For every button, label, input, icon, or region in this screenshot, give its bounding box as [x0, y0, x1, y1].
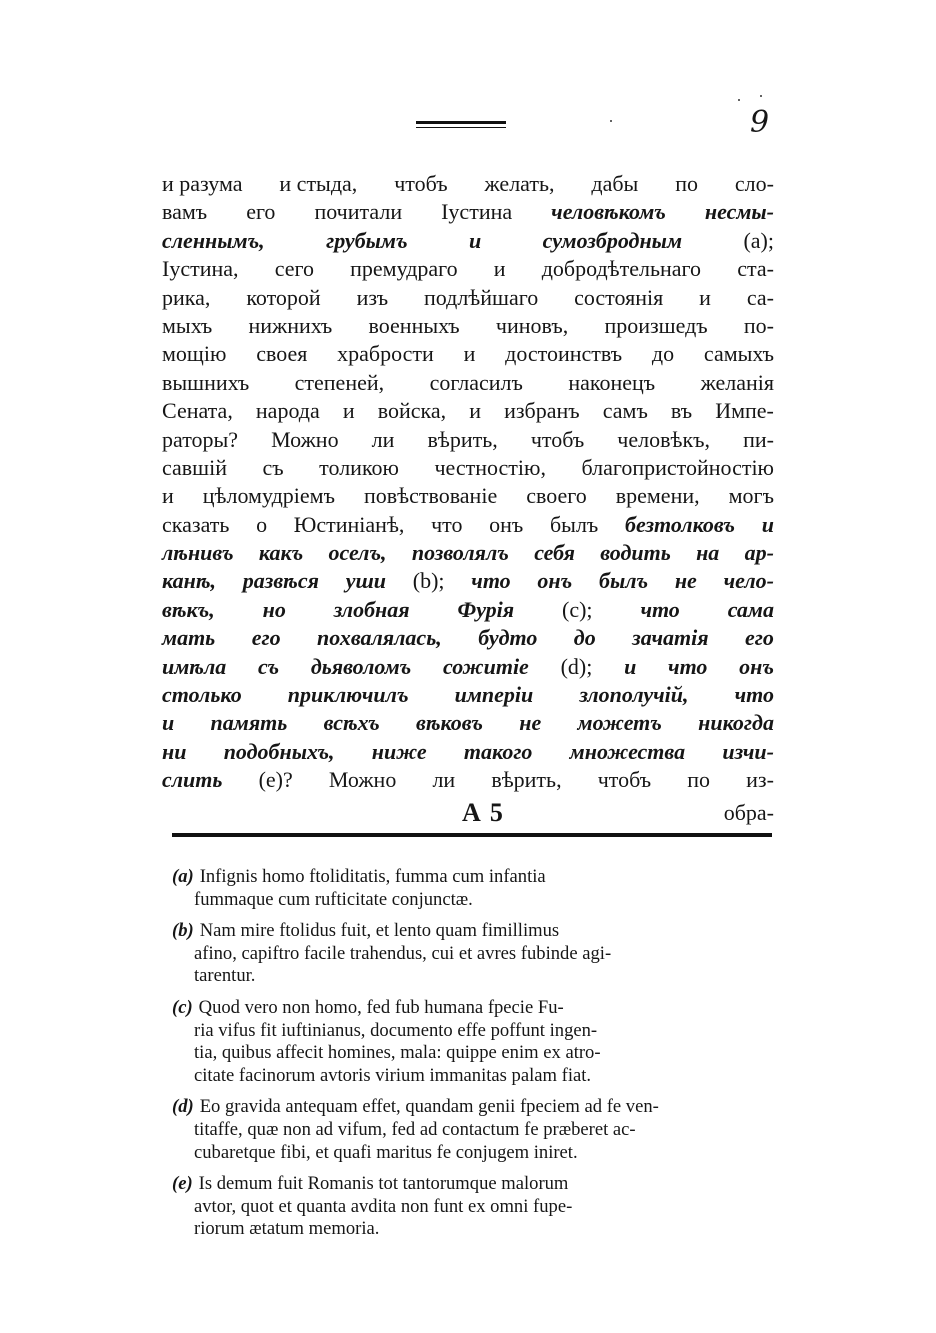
text-line [162, 227, 774, 255]
word: избранъ [504, 398, 580, 424]
word: раторы? [162, 426, 239, 452]
word: всѣхъ [323, 710, 380, 736]
text-line [162, 397, 774, 425]
text-line [162, 198, 774, 226]
footnote-line [172, 1096, 777, 1119]
footnote-text: Quod vero non homo, fed fub humana fpecie Fu- [198, 996, 564, 1018]
word: вѣковъ [415, 710, 483, 736]
word: произшедъ [604, 312, 708, 338]
word: самъ [602, 398, 648, 424]
word: войска, [377, 398, 447, 424]
text-line [162, 340, 774, 368]
print-speck [610, 120, 612, 122]
footnote-line [172, 1119, 777, 1142]
word: позволялъ [411, 540, 509, 566]
word: на [696, 540, 720, 566]
footnote-marker: (d) [172, 1096, 194, 1118]
word: такого [463, 738, 533, 764]
text-line [162, 482, 774, 510]
word: Іустина, [162, 256, 239, 282]
word: въ [670, 398, 693, 424]
word: былъ [549, 511, 599, 537]
word: онъ [489, 511, 524, 537]
word: чиновъ, [495, 312, 569, 338]
word: чтобъ [530, 426, 585, 452]
word: своея [256, 341, 308, 367]
word: будто [478, 625, 538, 651]
word: что [734, 682, 774, 708]
word: Іустина [441, 199, 513, 225]
word: (a); [743, 227, 774, 253]
word: по- [743, 312, 774, 338]
word: времени, [615, 483, 700, 509]
footnote-rule [172, 833, 772, 838]
footnote-text: Eo gravida antequam effet, quandam genii fpeciem ad fe ven- [199, 1096, 659, 1118]
word: храбрости [337, 341, 434, 367]
word: цѣломудріемъ [202, 483, 335, 509]
word: ни [162, 738, 187, 764]
word: и стыда, [279, 171, 358, 196]
word: развѣся [242, 568, 319, 594]
word: похвалялась, [317, 625, 442, 651]
text-line [162, 511, 774, 539]
word: съ [262, 454, 284, 480]
word: желанія [700, 369, 774, 395]
body-text [162, 170, 774, 795]
word: могъ [728, 483, 774, 509]
word: не [519, 710, 542, 736]
word: премудраго [350, 256, 458, 282]
word: и [463, 341, 476, 367]
word: себя [534, 540, 575, 566]
word: Юстиніанѣ, [293, 511, 405, 537]
word: дабы [591, 171, 639, 196]
word: множества [569, 738, 686, 764]
word: онъ [537, 568, 573, 594]
header-rule [416, 121, 506, 128]
footnote-text: fummaque cum rufticitate conjunctæ. [194, 888, 473, 910]
word: ста- [737, 256, 774, 282]
footnote-marker: (e) [172, 1173, 193, 1195]
footnote-line [172, 866, 777, 889]
word: мать [162, 625, 216, 651]
word: безтолковъ [624, 511, 736, 537]
word: былъ [598, 568, 649, 594]
word: и [699, 284, 711, 310]
word: благопристойностію [581, 454, 774, 480]
word: сама [727, 596, 774, 622]
word: сумозбродным [542, 227, 683, 253]
word: (e)? [258, 767, 293, 793]
word: память [210, 710, 288, 736]
print-speck [760, 95, 762, 97]
footnote [172, 1096, 777, 1164]
word: народа [255, 398, 320, 424]
footnote [172, 866, 777, 911]
footnote-text: cubaretque fibi, et quafi maritus fe conjugem iniret. [194, 1141, 578, 1163]
word: о [256, 511, 268, 537]
word: по [675, 171, 699, 196]
word: пи- [743, 426, 774, 452]
footnotes [172, 866, 777, 1250]
footnote-text: citate facinorum avtoris virium immanitas palam fiat. [194, 1064, 592, 1086]
text-line [162, 539, 774, 567]
text-line [162, 369, 774, 397]
word: вамъ [162, 199, 208, 225]
word: (c); [562, 596, 593, 622]
word: человѣкомъ [551, 199, 666, 225]
word: но [262, 596, 286, 622]
word: повѣствованіе [363, 483, 498, 509]
footnote-line [172, 920, 777, 943]
footnote-line [172, 1142, 777, 1165]
text-line [162, 624, 774, 652]
word: канѣ, [162, 568, 216, 594]
signature-mark: A 5 [462, 798, 505, 827]
word: вѣрить, [491, 767, 562, 793]
word: и [469, 227, 482, 253]
word: никогда [698, 710, 774, 736]
signature-row [162, 798, 774, 828]
word: военныхъ [368, 312, 460, 338]
word: и [624, 653, 637, 679]
word: са- [746, 284, 774, 310]
text-line [162, 284, 774, 312]
page-number: 9 [750, 105, 770, 140]
footnote-line [172, 1065, 777, 1088]
footnote [172, 997, 777, 1087]
word: слить [162, 767, 223, 793]
footnote-text: titaffe, quæ non ad vifum, fed ad contactum fe præberet ac- [194, 1118, 636, 1140]
word: и [469, 398, 481, 424]
footnote-line [172, 1020, 777, 1043]
word: какъ [258, 540, 304, 566]
word: и [761, 511, 774, 537]
word: и [162, 483, 174, 509]
word: из- [746, 767, 774, 793]
word: почитали [314, 199, 403, 225]
word: Импе- [715, 398, 774, 424]
footnote-marker: (b) [172, 920, 194, 942]
word: сленнымъ, [162, 227, 265, 253]
word: его [745, 625, 774, 651]
word: толикою [319, 454, 399, 480]
word: съ [258, 653, 280, 679]
footnote-line [172, 965, 777, 988]
word: изъ [356, 284, 389, 310]
word: добродѣтельнаго [541, 256, 702, 282]
word: желать, [484, 171, 555, 196]
word: чтобъ [597, 767, 652, 793]
text-line [162, 312, 774, 340]
word: вышнихъ [162, 369, 250, 395]
word: приключилъ [287, 682, 409, 708]
word: что [668, 653, 708, 679]
word: сего [274, 256, 314, 282]
word: несмы- [704, 199, 774, 225]
word: савшій [162, 454, 228, 480]
footnote-text: avtor, quot et quanta avdita non funt ex omni fupe- [194, 1195, 573, 1217]
word: чело- [723, 568, 774, 594]
word: его [251, 625, 281, 651]
print-speck [738, 99, 740, 101]
word: наконецъ [568, 369, 656, 395]
word: ли [371, 426, 395, 452]
word: человѣкъ, [617, 426, 711, 452]
word: ниже [371, 738, 427, 764]
word: уши [345, 568, 387, 594]
word: и разума [162, 171, 243, 196]
footnote-marker: (a) [172, 866, 194, 887]
word: (b); [412, 568, 445, 594]
footnote-text: Infignis homo ftoliditatis, fumma cum infantia [199, 866, 546, 887]
text-line [162, 681, 774, 709]
word: и [342, 398, 355, 424]
word: самыхъ [703, 341, 774, 367]
text-line [162, 709, 774, 737]
word: согласилъ [429, 369, 523, 395]
word: грубымъ [326, 227, 408, 253]
footnote-line [172, 1196, 777, 1219]
word: по [687, 767, 710, 793]
footnote-text: afino, capiftro facile trahendus, cui et avres fubinde agi- [194, 942, 612, 964]
word: злобная [333, 596, 410, 622]
text-line [162, 170, 774, 198]
word: мыхъ [162, 312, 213, 338]
footnote-line [172, 1042, 777, 1065]
word: имѣла [162, 653, 227, 679]
word: что [471, 568, 511, 594]
word: своего [526, 483, 587, 509]
word: мощію [162, 341, 227, 367]
word: онъ [739, 653, 774, 679]
word: состоянія [574, 284, 664, 310]
word: оселъ, [328, 540, 387, 566]
text-line [162, 567, 774, 595]
word: зачатія [632, 625, 709, 651]
word: достоинствъ [505, 341, 623, 367]
footnote-text: riorum ætatum memoria. [194, 1218, 380, 1240]
word: сожитіе [442, 653, 529, 679]
word: степеней, [294, 369, 385, 395]
word: рика, [162, 284, 211, 310]
footnote-line [172, 1218, 777, 1241]
word: его [246, 199, 276, 225]
footnote [172, 920, 777, 988]
word: ар- [744, 540, 774, 566]
word: Можно [328, 767, 397, 793]
word: подлѣйшаго [423, 284, 539, 310]
word: сказать [162, 511, 230, 537]
text-line [162, 454, 774, 482]
text-line [162, 766, 774, 794]
word: Можно [271, 426, 339, 452]
word: столько [162, 682, 242, 708]
word: не [674, 568, 697, 594]
footnote-text: Nam mire ftolidus fuit, et lento quam fimillimus [199, 920, 560, 942]
word: чтобъ [394, 171, 448, 196]
word: подобныхъ, [223, 738, 335, 764]
word: что [431, 511, 463, 537]
word: и [493, 256, 506, 282]
text-line [162, 426, 774, 454]
word: вѣкъ, [162, 596, 215, 622]
footnote-line [172, 889, 777, 912]
word: честностію, [434, 454, 546, 480]
text-line [162, 596, 774, 624]
text-line [162, 255, 774, 283]
footnote-text: tarentur. [194, 965, 256, 987]
footnote-line [172, 943, 777, 966]
word: вѣрить, [427, 426, 498, 452]
footnote-line [172, 997, 777, 1020]
word: что [640, 596, 680, 622]
text-line [162, 653, 774, 681]
word: сло- [734, 171, 774, 196]
word: которой [246, 284, 321, 310]
word: ли [432, 767, 456, 793]
word: Сената, [162, 398, 233, 424]
word: (d); [560, 653, 593, 679]
catchword: обра- [723, 800, 774, 825]
word: Фурія [457, 596, 515, 622]
word: дьяволомъ [310, 653, 412, 679]
word: изчи- [722, 738, 774, 764]
word: нижнихъ [248, 312, 333, 338]
word: злополучій, [579, 682, 689, 708]
footnote-marker: (c) [172, 996, 193, 1018]
footnote [172, 1173, 777, 1241]
text-line [162, 738, 774, 766]
word: имперіи [454, 682, 534, 708]
word: и [162, 710, 175, 736]
footnote-line [172, 1173, 777, 1196]
word: водить [600, 540, 671, 566]
footnote-text: tia, quibus affecit homines, mala: quippe enim ex atro- [194, 1042, 601, 1064]
footnote-text: Is demum fuit Romanis tot tantorumque malorum [198, 1173, 569, 1195]
word: до [573, 625, 596, 651]
word: до [651, 341, 675, 367]
footnote-text: ria vifus fit iuftinianus, documento effe poffunt ingen- [194, 1019, 598, 1041]
word: можетъ [577, 710, 662, 736]
word: лѣнивъ [162, 540, 234, 566]
